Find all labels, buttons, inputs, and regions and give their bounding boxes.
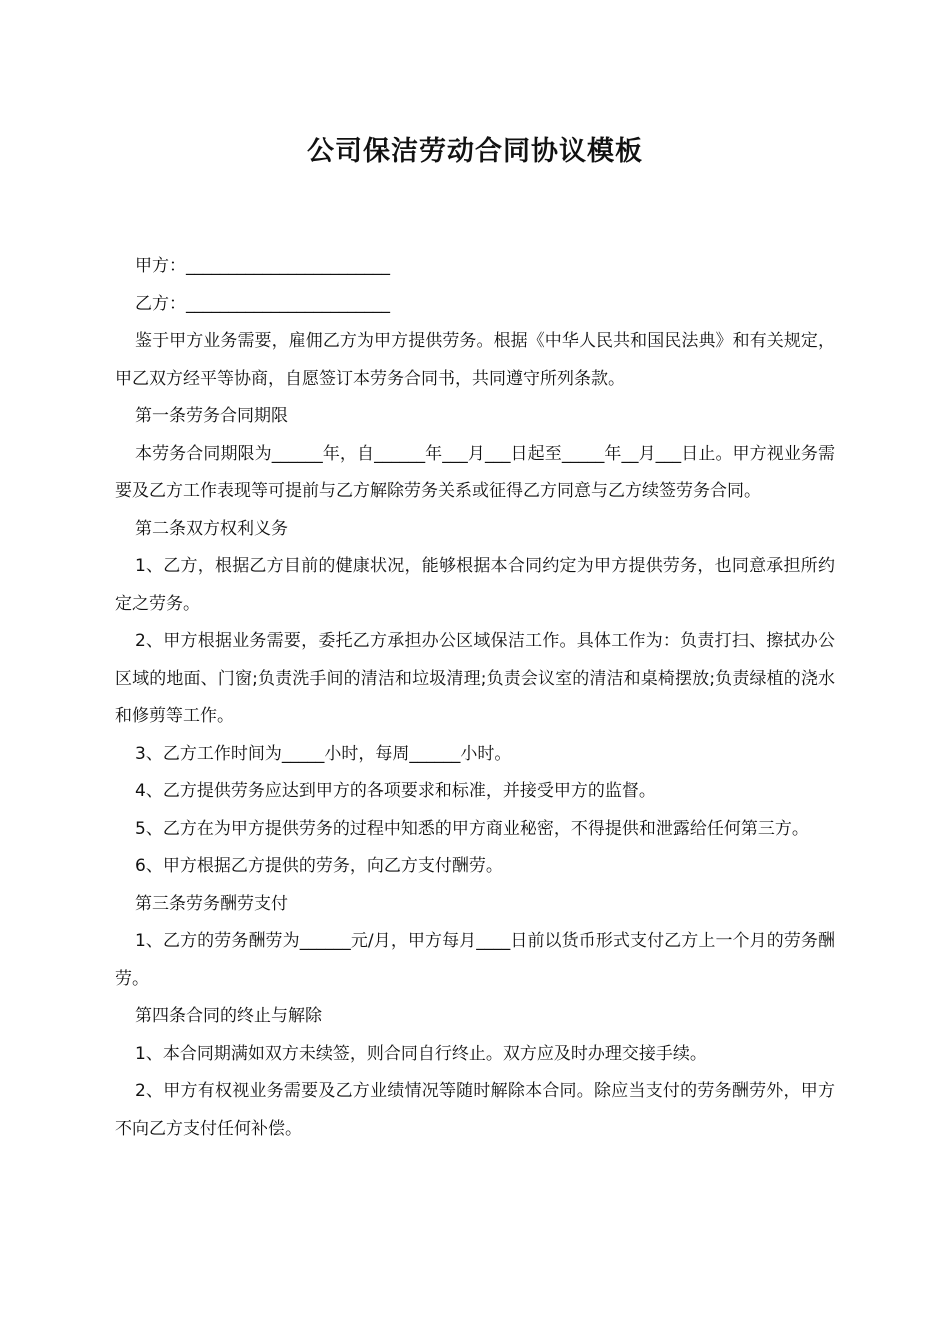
paragraph-item: 4、乙方提供劳务应达到甲方的各项要求和标准，并接受甲方的监督。 bbox=[135, 781, 656, 801]
paragraph-item: 2、甲方根据业务需要，委托乙方承担办公区域保洁工作。具体工作为：负责打扫、擦拭办公区域的地面、门窗;负责洗手间的清洁和垃圾清理;负责会议室的清洁和桌椅摆放;负责绿植的浇水和修剪等工作。 bbox=[115, 631, 835, 726]
paragraph-term: 本劳务合同期限为______年，自______年___月___日起至_____年__月___日止。甲方视业务需要及乙方工作表现等可提前与乙方解除劳务关系或征得乙方同意与乙方续签劳务合同。 bbox=[115, 443, 835, 501]
paragraph-item: 1、本合同期满如双方未续签，则合同自行终止。双方应及时办理交接手续。 bbox=[135, 1043, 707, 1064]
section-heading-4: 第四条合同的终止与解除 bbox=[135, 1006, 322, 1026]
paragraph-item: 3、乙方工作时间为_____小时，每周______小时。 bbox=[135, 743, 512, 764]
paragraph-preamble: 鉴于甲方业务需要，雇佣乙方为甲方提供劳务。根据《中华人民共和国民法典》和有关规定，甲乙双方经平等协商，自愿签订本劳务合同书，共同遵守所列条款。 bbox=[115, 331, 835, 389]
document-title: 公司保洁劳动合同协议模板 bbox=[307, 136, 643, 167]
section-heading-1: 第一条劳务合同期限 bbox=[135, 406, 288, 426]
party-a-line: 甲方：________________________ bbox=[135, 256, 390, 276]
paragraph-item: 5、乙方在为甲方提供劳务的过程中知悉的甲方商业秘密，不得提供和泄露给任何第三方。 bbox=[135, 818, 809, 839]
paragraph-item: 6、甲方根据乙方提供的劳务，向乙方支付酬劳。 bbox=[135, 856, 503, 876]
party-b-line: 乙方：________________________ bbox=[135, 293, 390, 314]
paragraph-item: 1、乙方的劳务酬劳为______元/月，甲方每月____日前以货币形式支付乙方上一个月的劳务酬劳。 bbox=[115, 931, 835, 989]
document-body bbox=[115, 248, 835, 1148]
paragraph-item: 2、甲方有权视业务需要及乙方业绩情况等随时解除本合同。除应当支付的劳务酬劳外，甲方不向乙方支付任何补偿。 bbox=[115, 1081, 835, 1139]
section-heading-2: 第二条双方权利义务 bbox=[135, 518, 288, 539]
paragraph-item: 1、乙方，根据乙方目前的健康状况，能够根据本合同约定为甲方提供劳务，也同意承担所约定之劳务。 bbox=[115, 556, 835, 614]
section-heading-3: 第三条劳务酬劳支付 bbox=[135, 893, 288, 914]
